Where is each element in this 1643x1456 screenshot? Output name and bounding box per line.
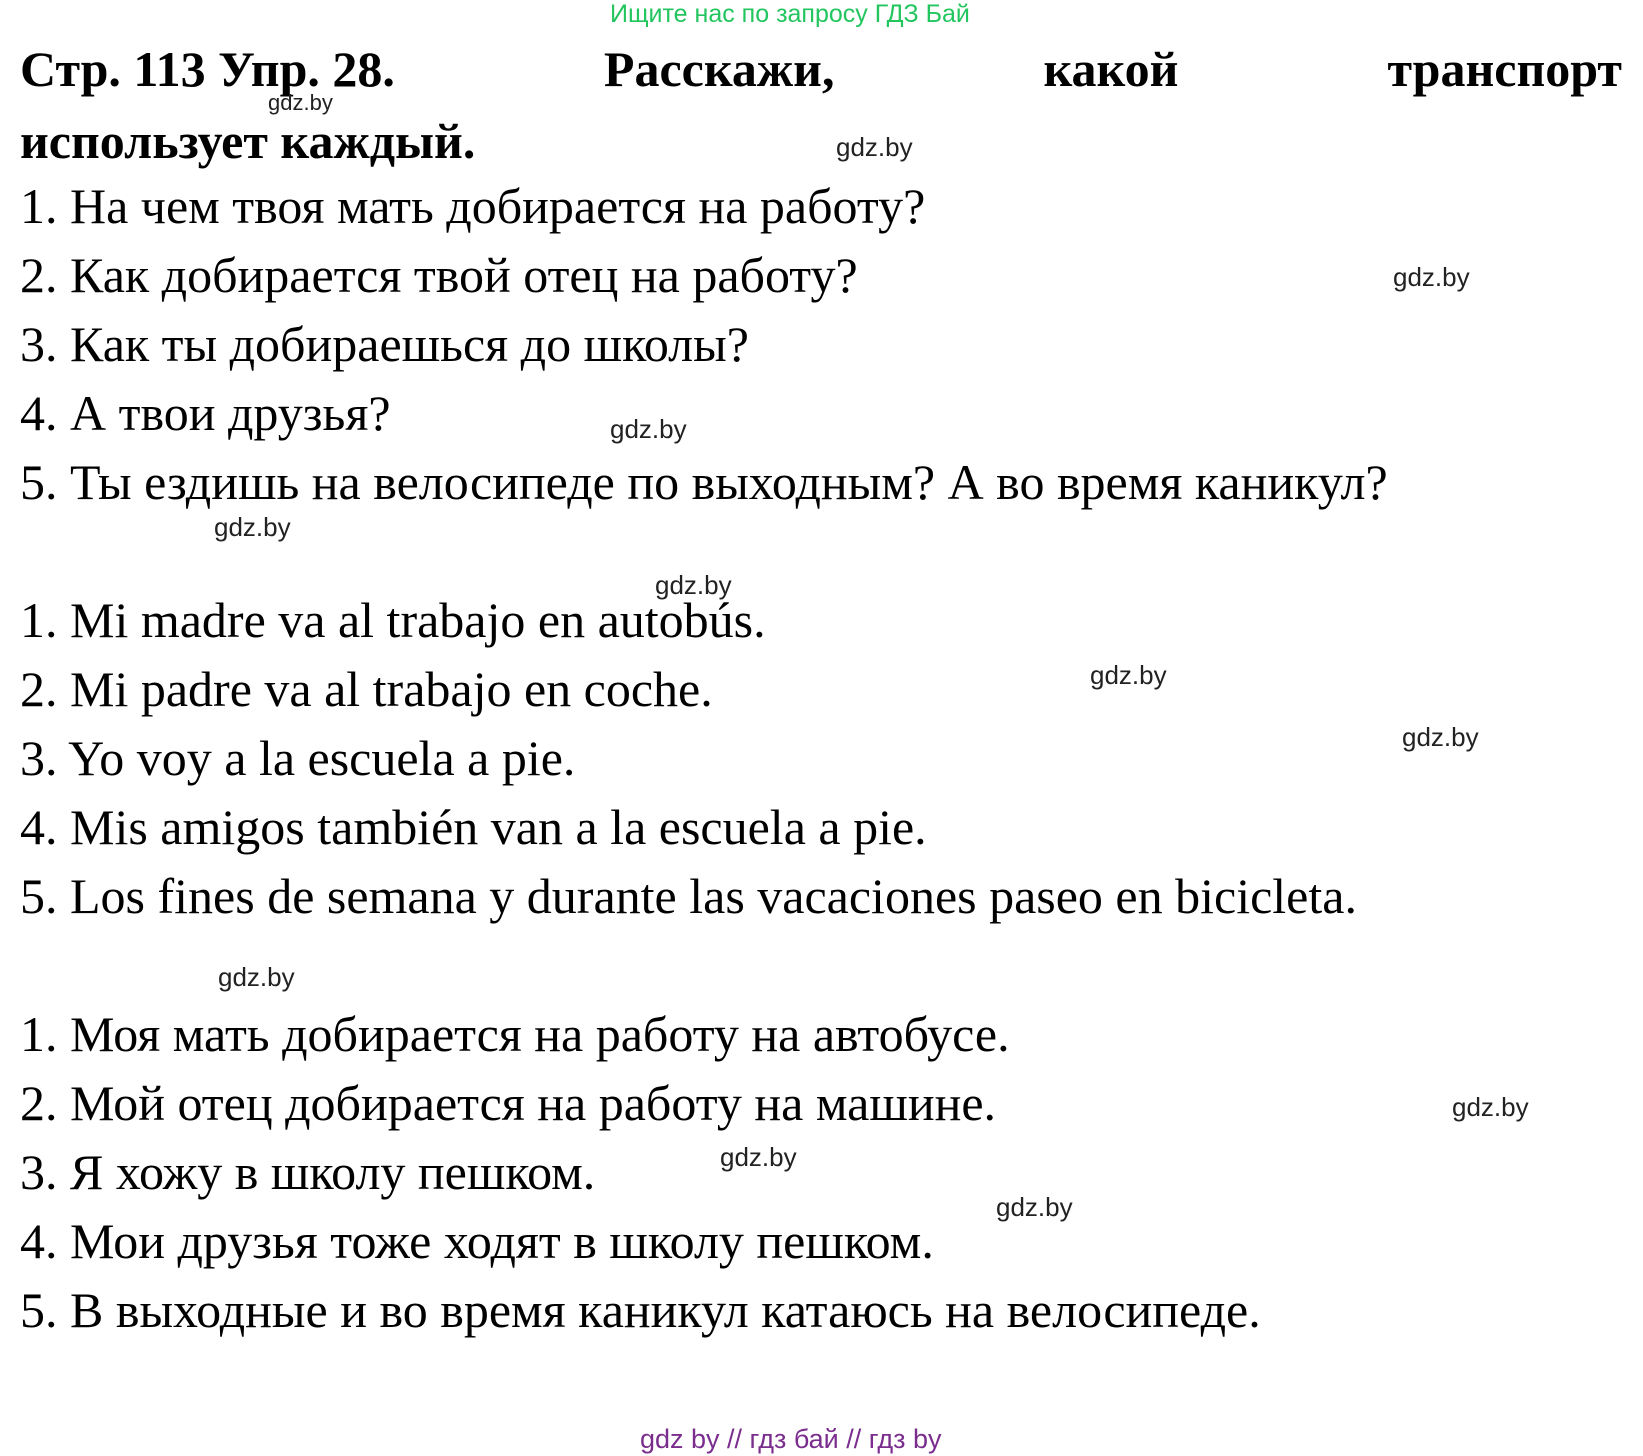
watermark: gdz.by	[268, 90, 333, 115]
spanish-answer-line: 1. Mi madre va al trabajo en autobús.	[20, 592, 766, 648]
watermark: gdz.by	[655, 570, 732, 600]
heading-word: Стр. 113 Упр. 28.	[20, 41, 395, 97]
heading-word: Расскажи,	[603, 41, 835, 97]
watermark: gdz.by	[720, 1142, 797, 1172]
footer-links[interactable]: gdz by // гдз бай // гдз by	[640, 1424, 942, 1454]
russian-answer-line: 4. Мои друзья тоже ходят в школу пешком.	[20, 1213, 934, 1269]
exercise-heading-line2: использует каждый.	[20, 113, 476, 169]
question-line: 5. Ты ездишь на велосипеде по выходным? А во время каникул?	[20, 454, 1388, 510]
question-line: 3. Как ты добираешься до школы?	[20, 316, 749, 372]
spanish-answer-line: 3. Yo voy a la escuela a pie.	[20, 730, 576, 786]
heading-word: какой	[1043, 41, 1179, 97]
russian-answer-line: 5. В выходные и во время каникул катаюсь на велосипеде.	[20, 1282, 1261, 1338]
watermark: gdz.by	[214, 512, 291, 542]
watermark: gdz.by	[1452, 1092, 1529, 1122]
spanish-answer-line: 4. Mis amigos también van a la escuela a pie.	[20, 799, 927, 855]
spanish-answer-line: 5. Los fines de semana y durante las vacaciones paseo en bicicleta.	[20, 868, 1357, 924]
question-line: 2. Как добирается твой отец на работу?	[20, 247, 858, 303]
question-line: 4. А твои друзья?	[20, 385, 391, 441]
heading-word: транспорт	[1387, 41, 1622, 97]
russian-answer-line: 3. Я хожу в школу пешком.	[20, 1144, 596, 1200]
russian-answer-line: 2. Мой отец добирается на работу на машине.	[20, 1075, 997, 1131]
spanish-answer-line: 2. Mi padre va al trabajo en coche.	[20, 661, 713, 717]
exercise-heading	[20, 36, 1622, 102]
watermark: gdz.by	[610, 414, 687, 444]
russian-answer-line: 1. Моя мать добирается на работу на автобусе.	[20, 1006, 1010, 1062]
watermark: gdz.by	[1090, 660, 1167, 690]
question-line: 1. На чем твоя мать добирается на работу?	[20, 178, 926, 234]
watermark: gdz.by	[1393, 262, 1470, 292]
promo-banner[interactable]: Ищите нас по запросу ГДЗ Бай	[610, 0, 970, 28]
watermark: gdz.by	[996, 1192, 1073, 1222]
watermark: gdz.by	[218, 962, 295, 992]
watermark: gdz.by	[1402, 722, 1479, 752]
watermark: gdz.by	[836, 132, 913, 162]
